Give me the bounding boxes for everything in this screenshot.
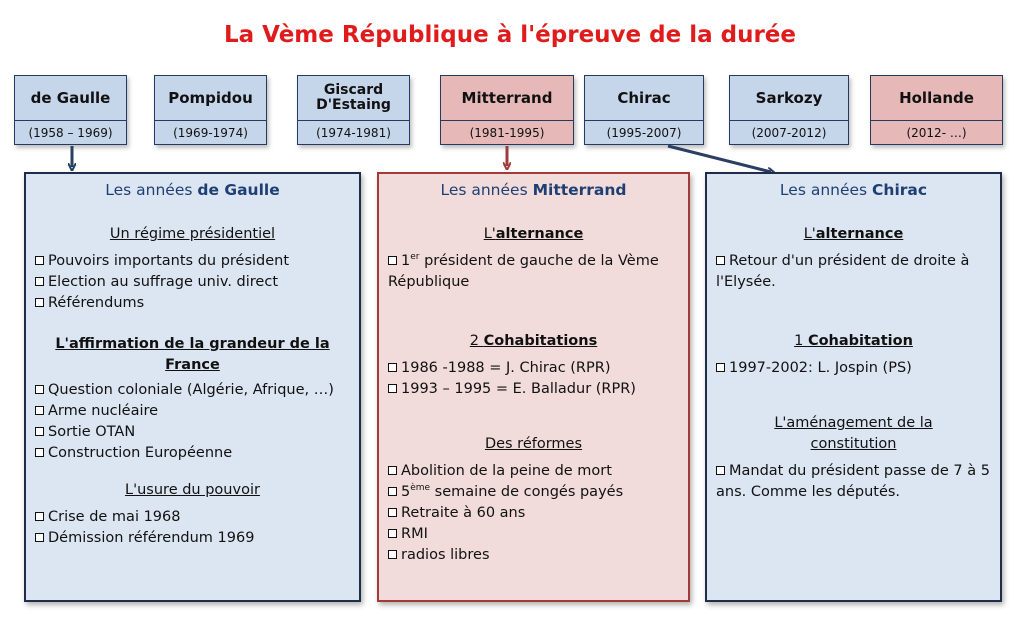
panel-mitterrand (377, 172, 690, 602)
checkbox-icon (388, 384, 397, 393)
panel-chirac (705, 172, 1002, 602)
checkbox-icon (716, 363, 725, 372)
list-item-text: Mandat du président passe de 7 à 5 ans. Comme les députés. (716, 463, 990, 500)
section-heading-prefix: L' (483, 226, 496, 242)
section-heading: Un régime présidentiel (109, 226, 276, 242)
section-heading (707, 224, 1000, 245)
checkbox-icon (388, 487, 397, 496)
section-heading-prefix: 1 (794, 333, 808, 349)
president-years: (2012- …) (906, 126, 967, 140)
list-item-text: Question coloniale (Algérie, Afrique, …) (48, 382, 334, 398)
president-years: (1969-1974) (173, 126, 248, 140)
section-list (26, 380, 359, 464)
list-item-text: 1986 -1988 = J. Chirac (RPR) (401, 360, 611, 376)
section-heading: Des réformes (484, 436, 583, 452)
panel-title-name: de Gaulle (197, 181, 280, 199)
list-item-text: Retraite à 60 ans (401, 505, 526, 521)
checkbox-icon (388, 466, 397, 475)
section-heading-bold: alternance (495, 226, 584, 242)
list-item (388, 358, 682, 379)
section-heading (379, 331, 688, 352)
president-years: (2007-2012) (751, 126, 827, 140)
list-item-text: Retour d'un président de droite à l'Elysée. (716, 253, 970, 290)
list-item-text: Crise de mai 1968 (48, 509, 181, 525)
list-item-text: 1993 – 1995 = E. Balladur (RPR) (401, 381, 636, 397)
list-item (716, 358, 994, 379)
checkbox-icon (388, 256, 397, 265)
president-name: Chirac (585, 76, 703, 121)
panel-title (379, 180, 688, 202)
list-item (35, 401, 353, 422)
president-years: (1974-1981) (316, 126, 391, 140)
list-item (35, 443, 353, 464)
list-item (35, 528, 353, 549)
list-item (35, 251, 353, 272)
checkbox-icon (716, 256, 725, 265)
list-item (35, 293, 353, 314)
list-item-text: Construction Européenne (48, 445, 233, 461)
president-name: Sarkozy (730, 76, 848, 121)
section-list (379, 461, 688, 566)
panel-title-prefix: Les années (440, 181, 533, 199)
list-item-text: Référendums (48, 295, 145, 311)
section-list (26, 251, 359, 314)
section-heading-bold: Cohabitations (483, 333, 598, 349)
checkbox-icon (35, 385, 44, 394)
checkbox-icon (388, 363, 397, 372)
list-item-text: Abolition de la peine de mort (401, 463, 612, 479)
arrow-chirac (668, 146, 771, 172)
section-list (707, 358, 1000, 379)
section-heading-bold: alternance (815, 226, 904, 242)
list-item-text: 5 (401, 484, 411, 500)
president-years: (1958 – 1969) (28, 126, 113, 140)
list-item (35, 507, 353, 528)
page-title: La Vème République à l'épreuve de la durée (223, 22, 796, 48)
panel-title-prefix: Les années (105, 181, 198, 199)
list-item-text: 1997-2002: L. Jospin (PS) (729, 360, 912, 376)
section-list (379, 251, 688, 293)
president-name: Hollande (871, 76, 1002, 121)
checkbox-icon (35, 298, 44, 307)
checkbox-icon (388, 550, 397, 559)
list-item-text: Arme nucléaire (48, 403, 159, 419)
section-heading-prefix: L' (803, 226, 816, 242)
section-heading-bold: Cohabitation (807, 333, 913, 349)
list-item (388, 251, 682, 293)
list-item-text: président de gauche de la Vème République (388, 253, 659, 290)
section-list (707, 461, 1000, 503)
section-heading-prefix: 2 (469, 333, 484, 349)
checkbox-icon (716, 466, 725, 475)
panel-title-name: Mitterrand (532, 181, 627, 199)
list-item-text: Démission référendum 1969 (48, 530, 255, 546)
list-item-text: Election au suffrage univ. direct (48, 274, 279, 290)
president-name: Giscard D'Estaing (298, 76, 409, 121)
list-item (388, 482, 682, 503)
list-item (35, 422, 353, 443)
president-name: de Gaulle (15, 76, 126, 121)
list-item (388, 545, 682, 566)
checkbox-icon (35, 277, 44, 286)
section-list (707, 251, 1000, 293)
section-list (26, 507, 359, 549)
section-list (379, 358, 688, 400)
section-heading: L'affirmation de la grandeur de la France (55, 336, 330, 373)
list-item (388, 461, 682, 482)
panel-title (26, 180, 359, 202)
list-item-text: Pouvoirs importants du président (48, 253, 290, 269)
section-heading: L'aménagement de la constitution (774, 415, 933, 452)
section-heading (707, 331, 1000, 352)
checkbox-icon (35, 533, 44, 542)
list-item (388, 379, 682, 400)
list-item (716, 461, 994, 503)
list-item-text: semaine de congés payés (430, 484, 624, 500)
list-item (388, 524, 682, 545)
list-item-text: radios libres (401, 547, 490, 563)
superscript: er (410, 252, 420, 263)
president-name: Pompidou (155, 76, 266, 121)
list-item-text: Sortie OTAN (48, 424, 136, 440)
president-years: (1995-2007) (606, 126, 682, 140)
list-item (716, 251, 994, 293)
checkbox-icon (35, 448, 44, 457)
checkbox-icon (35, 427, 44, 436)
checkbox-icon (388, 508, 397, 517)
panel-title-prefix: Les années (779, 181, 873, 199)
section-heading: L'usure du pouvoir (125, 482, 260, 498)
panel-title-name: Chirac (872, 181, 928, 199)
list-item (388, 503, 682, 524)
checkbox-icon (388, 529, 397, 538)
section-heading (379, 224, 688, 245)
list-item (35, 380, 353, 401)
panel-title (707, 180, 1000, 202)
panel-de-gaulle (24, 172, 361, 602)
list-item-text: 1 (401, 253, 411, 269)
checkbox-icon (35, 406, 44, 415)
checkbox-icon (35, 512, 44, 521)
superscript: ème (410, 483, 431, 494)
president-name: Mitterrand (441, 76, 573, 121)
checkbox-icon (35, 256, 44, 265)
list-item (35, 272, 353, 293)
president-years: (1981-1995) (469, 126, 545, 140)
list-item-text: RMI (401, 526, 428, 542)
